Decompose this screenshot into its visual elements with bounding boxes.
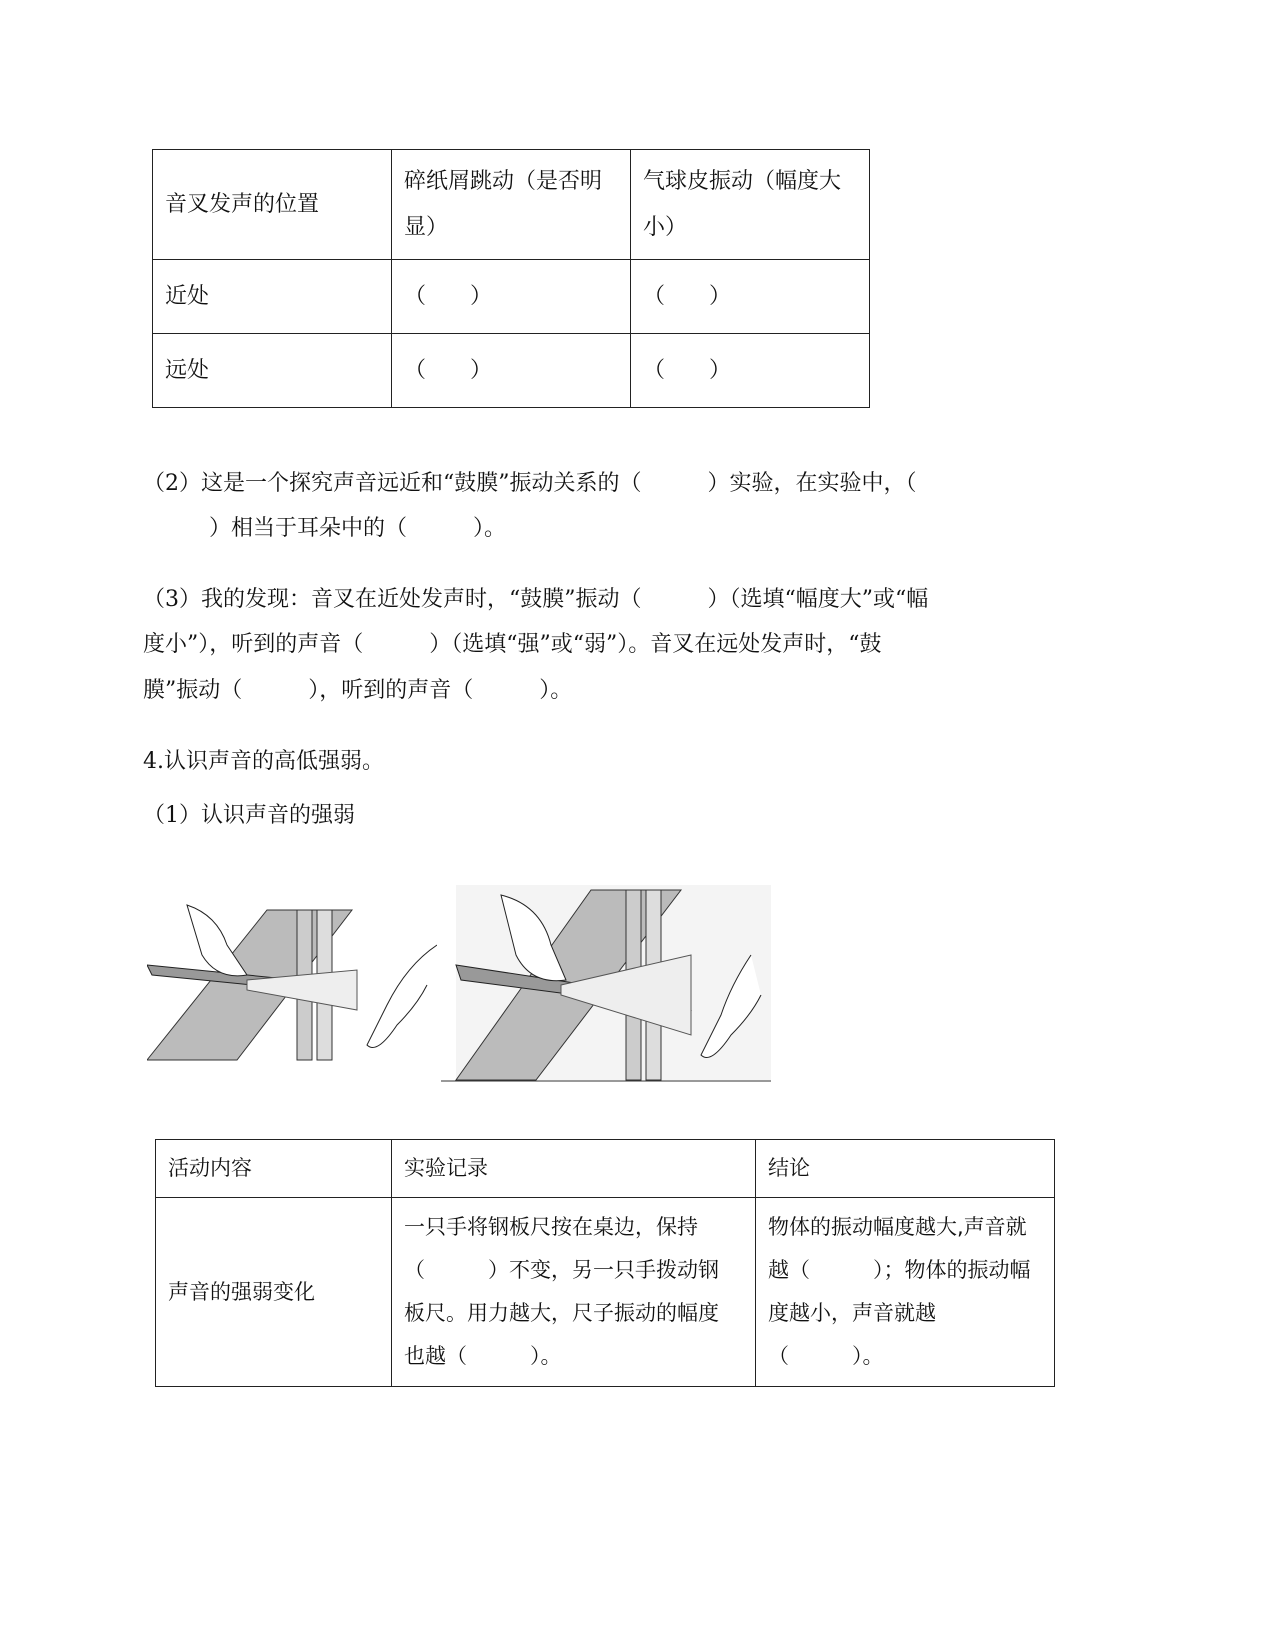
answer-blank[interactable]: （ ） xyxy=(392,260,631,334)
answer-blank[interactable]: （ ） xyxy=(631,260,870,334)
record-line: 也越（ ）。 xyxy=(404,1344,562,1368)
header-text: 碎纸屑跳动（是否明 xyxy=(404,168,603,194)
question-3-line: 度小”），听到的声音（ ）（选填“强”或“弱”）。音叉在远处发声时，“鼓 xyxy=(143,632,882,657)
table-row xyxy=(156,1198,1055,1387)
row-label: 远处 xyxy=(153,334,392,408)
activity-cell: 声音的强弱变化 xyxy=(156,1198,392,1387)
header-cell xyxy=(631,150,870,260)
conclusion-cell xyxy=(756,1198,1055,1387)
ruler-small-vibration-illustration xyxy=(147,885,437,1065)
header-text: 气球皮振动（幅度大 xyxy=(643,168,842,194)
record-line: 板尺。用力越大，尺子振动的幅度 xyxy=(404,1301,719,1325)
section-4-subtitle: （1）认识声音的强弱 xyxy=(143,803,355,828)
record-cell xyxy=(392,1198,756,1387)
ruler-large-vibration-illustration xyxy=(441,885,771,1085)
conclusion-line: 物体的振动幅度越大,声音就 xyxy=(768,1215,1027,1239)
header-cell xyxy=(153,150,392,260)
conclusion-line: 度越小，声音就越（ ）。 xyxy=(768,1301,936,1368)
section-4-title: 4.认识声音的高低强弱。 xyxy=(143,749,384,774)
conclusion-line: 越（ ）；物体的振动幅 xyxy=(768,1258,1031,1282)
question-2-line: ）相当于耳朵中的（ ）。 xyxy=(143,516,507,541)
table-row xyxy=(153,260,870,334)
tuning-fork-table xyxy=(152,149,870,408)
answer-blank[interactable]: （ ） xyxy=(392,334,631,408)
answer-blank[interactable]: （ ） xyxy=(631,334,870,408)
record-line: 一只手将钢板尺按在桌边，保持 xyxy=(404,1215,698,1239)
header-cell: 活动内容 xyxy=(156,1140,392,1198)
sound-strength-table xyxy=(155,1139,1055,1387)
header-text: 显） xyxy=(404,214,449,240)
question-2-line: （2）这是一个探究声音远近和“鼓膜”振动关系的（ ）实验，在实验中，（ xyxy=(143,471,917,496)
header-text: 音叉发声的位置 xyxy=(165,191,320,217)
table-row xyxy=(153,334,870,408)
table-header-row xyxy=(156,1140,1055,1198)
table-header-row xyxy=(153,150,870,260)
header-cell: 实验记录 xyxy=(392,1140,756,1198)
row-label: 近处 xyxy=(153,260,392,334)
question-3-line: 膜”振动（ ），听到的声音（ ）。 xyxy=(143,678,573,703)
header-cell xyxy=(392,150,631,260)
question-3-line: （3）我的发现：音叉在近处发声时，“鼓膜”振动（ ）（选填“幅度大”或“幅 xyxy=(143,587,929,612)
header-cell: 结论 xyxy=(756,1140,1055,1198)
header-text: 小） xyxy=(643,214,688,240)
record-line: （ ）不变，另一只手拨动钢 xyxy=(404,1258,719,1282)
